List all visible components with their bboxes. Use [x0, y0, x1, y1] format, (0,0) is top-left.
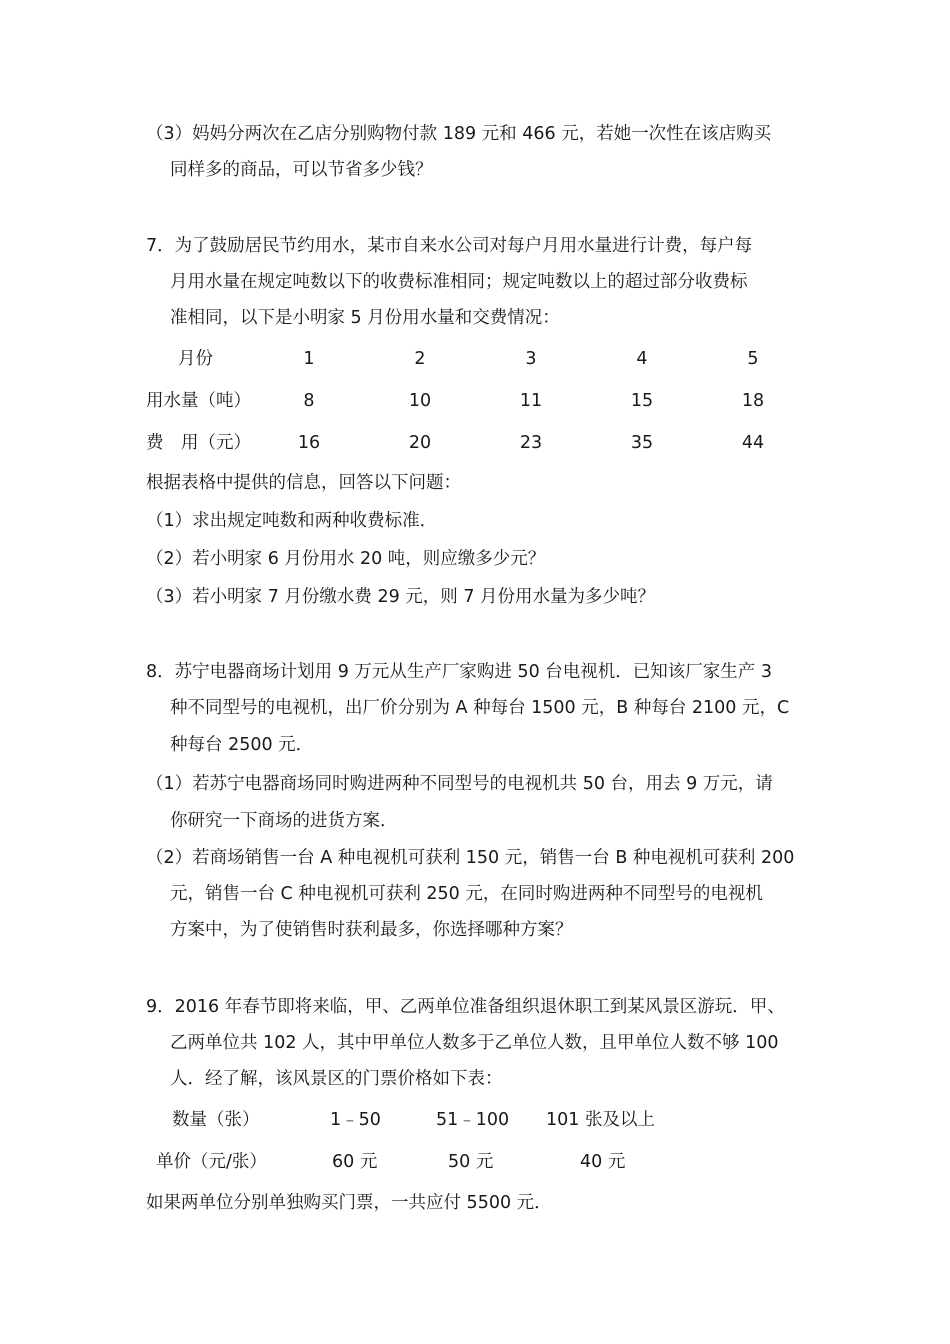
- q8-line2: 种不同型号的电视机，出厂价分别为 A 种每台 1500 元，B 种每台 2100 元，C: [170, 698, 790, 718]
- q7-fee-cell: 20: [408, 433, 432, 453]
- q9-range-cell: 101 张及以上: [546, 1110, 655, 1130]
- q8-line1: 8．苏宁电器商场计划用 9 万元从生产厂家购进 50 台电视机．已知该厂家生产 3: [146, 662, 772, 682]
- q9-price-cell: 60 元: [332, 1152, 378, 1172]
- q9-qty-label: 数量（张）: [172, 1110, 260, 1130]
- q7-month-cell: 5: [747, 349, 759, 369]
- q7-month-cell: 3: [525, 349, 537, 369]
- q9-price-cell: 50 元: [448, 1152, 494, 1172]
- q9-price-label: 单价（元/张）: [156, 1152, 267, 1172]
- q7-fee-cell: 35: [630, 433, 654, 453]
- q7-fee-cell: 44: [741, 433, 765, 453]
- q6-part3-line2: 同样多的商品，可以节省多少钱？: [170, 160, 433, 180]
- q7-row-label-month: 月份: [178, 349, 213, 369]
- q8-sub1-line1: （1）若苏宁电器商场同时购进两种不同型号的电视机共 50 台，用去 9 万元，请: [146, 774, 773, 794]
- q7-month-cell: 4: [636, 349, 648, 369]
- q9-price-cell: 40 元: [580, 1152, 626, 1172]
- q7-month-cell: 1: [303, 349, 315, 369]
- q9-range-cell: 1﹣50: [330, 1110, 381, 1130]
- q7-sub1: （1）求出规定吨数和两种收费标准．: [146, 511, 438, 531]
- q7-line2: 月用水量在规定吨数以下的收费标准相同；规定吨数以上的超过部分收费标: [170, 272, 748, 292]
- q7-sub2: （2）若小明家 6 月份用水 20 吨，则应缴多少元？: [146, 549, 546, 569]
- q8-sub1-line2: 你研究一下商场的进货方案．: [170, 811, 398, 831]
- q7-row-label-fee: 费 用（元）: [146, 433, 251, 453]
- q7-month-cell: 2: [414, 349, 426, 369]
- q7-fee-cell: 16: [297, 433, 321, 453]
- q9-line1: 9．2016 年春节即将来临，甲、乙两单位准备组织退休职工到某风景区游玩．甲、: [146, 997, 785, 1017]
- q7-line3: 准相同，以下是小明家 5 月份用水量和交费情况：: [170, 308, 560, 328]
- q7-water-cell: 15: [630, 391, 654, 411]
- q7-line1: 7．为了鼓励居民节约用水，某市自来水公司对每户月用水量进行计费，每户每: [146, 236, 753, 256]
- q9-last-line: 如果两单位分别单独购买门票，一共应付 5500 元．: [146, 1193, 552, 1213]
- q7-fee-cell: 23: [519, 433, 543, 453]
- q7-sub3: （3）若小明家 7 月份缴水费 29 元，则 7 月份用水量为多少吨？: [146, 587, 656, 607]
- q7-intro: 根据表格中提供的信息，回答以下问题：: [146, 473, 461, 493]
- q7-water-cell: 10: [408, 391, 432, 411]
- q7-water-cell: 18: [741, 391, 765, 411]
- q9-line2: 乙两单位共 102 人，其中甲单位人数多于乙单位人数，且甲单位人数不够 100: [170, 1033, 779, 1053]
- q8-sub2-line1: （2）若商场销售一台 A 种电视机可获利 150 元，销售一台 B 种电视机可获利 200: [146, 848, 795, 868]
- q9-line3: 人．经了解，该风景区的门票价格如下表：: [170, 1069, 503, 1089]
- q7-row-label-water: 用水量（吨）: [146, 391, 251, 411]
- q8-sub2-line3: 方案中，为了使销售时获利最多，你选择哪种方案？: [170, 920, 573, 940]
- q6-part3-line1: （3）妈妈分两次在乙店分别购物付款 189 元和 466 元，若她一次性在该店购买: [146, 124, 772, 144]
- q9-range-cell: 51﹣100: [436, 1110, 510, 1130]
- q7-water-cell: 11: [519, 391, 543, 411]
- q7-water-cell: 8: [303, 391, 315, 411]
- q8-sub2-line2: 元，销售一台 C 种电视机可获利 250 元，在同时购进两种不同型号的电视机: [170, 884, 763, 904]
- q8-line3: 种每台 2500 元．: [170, 735, 314, 755]
